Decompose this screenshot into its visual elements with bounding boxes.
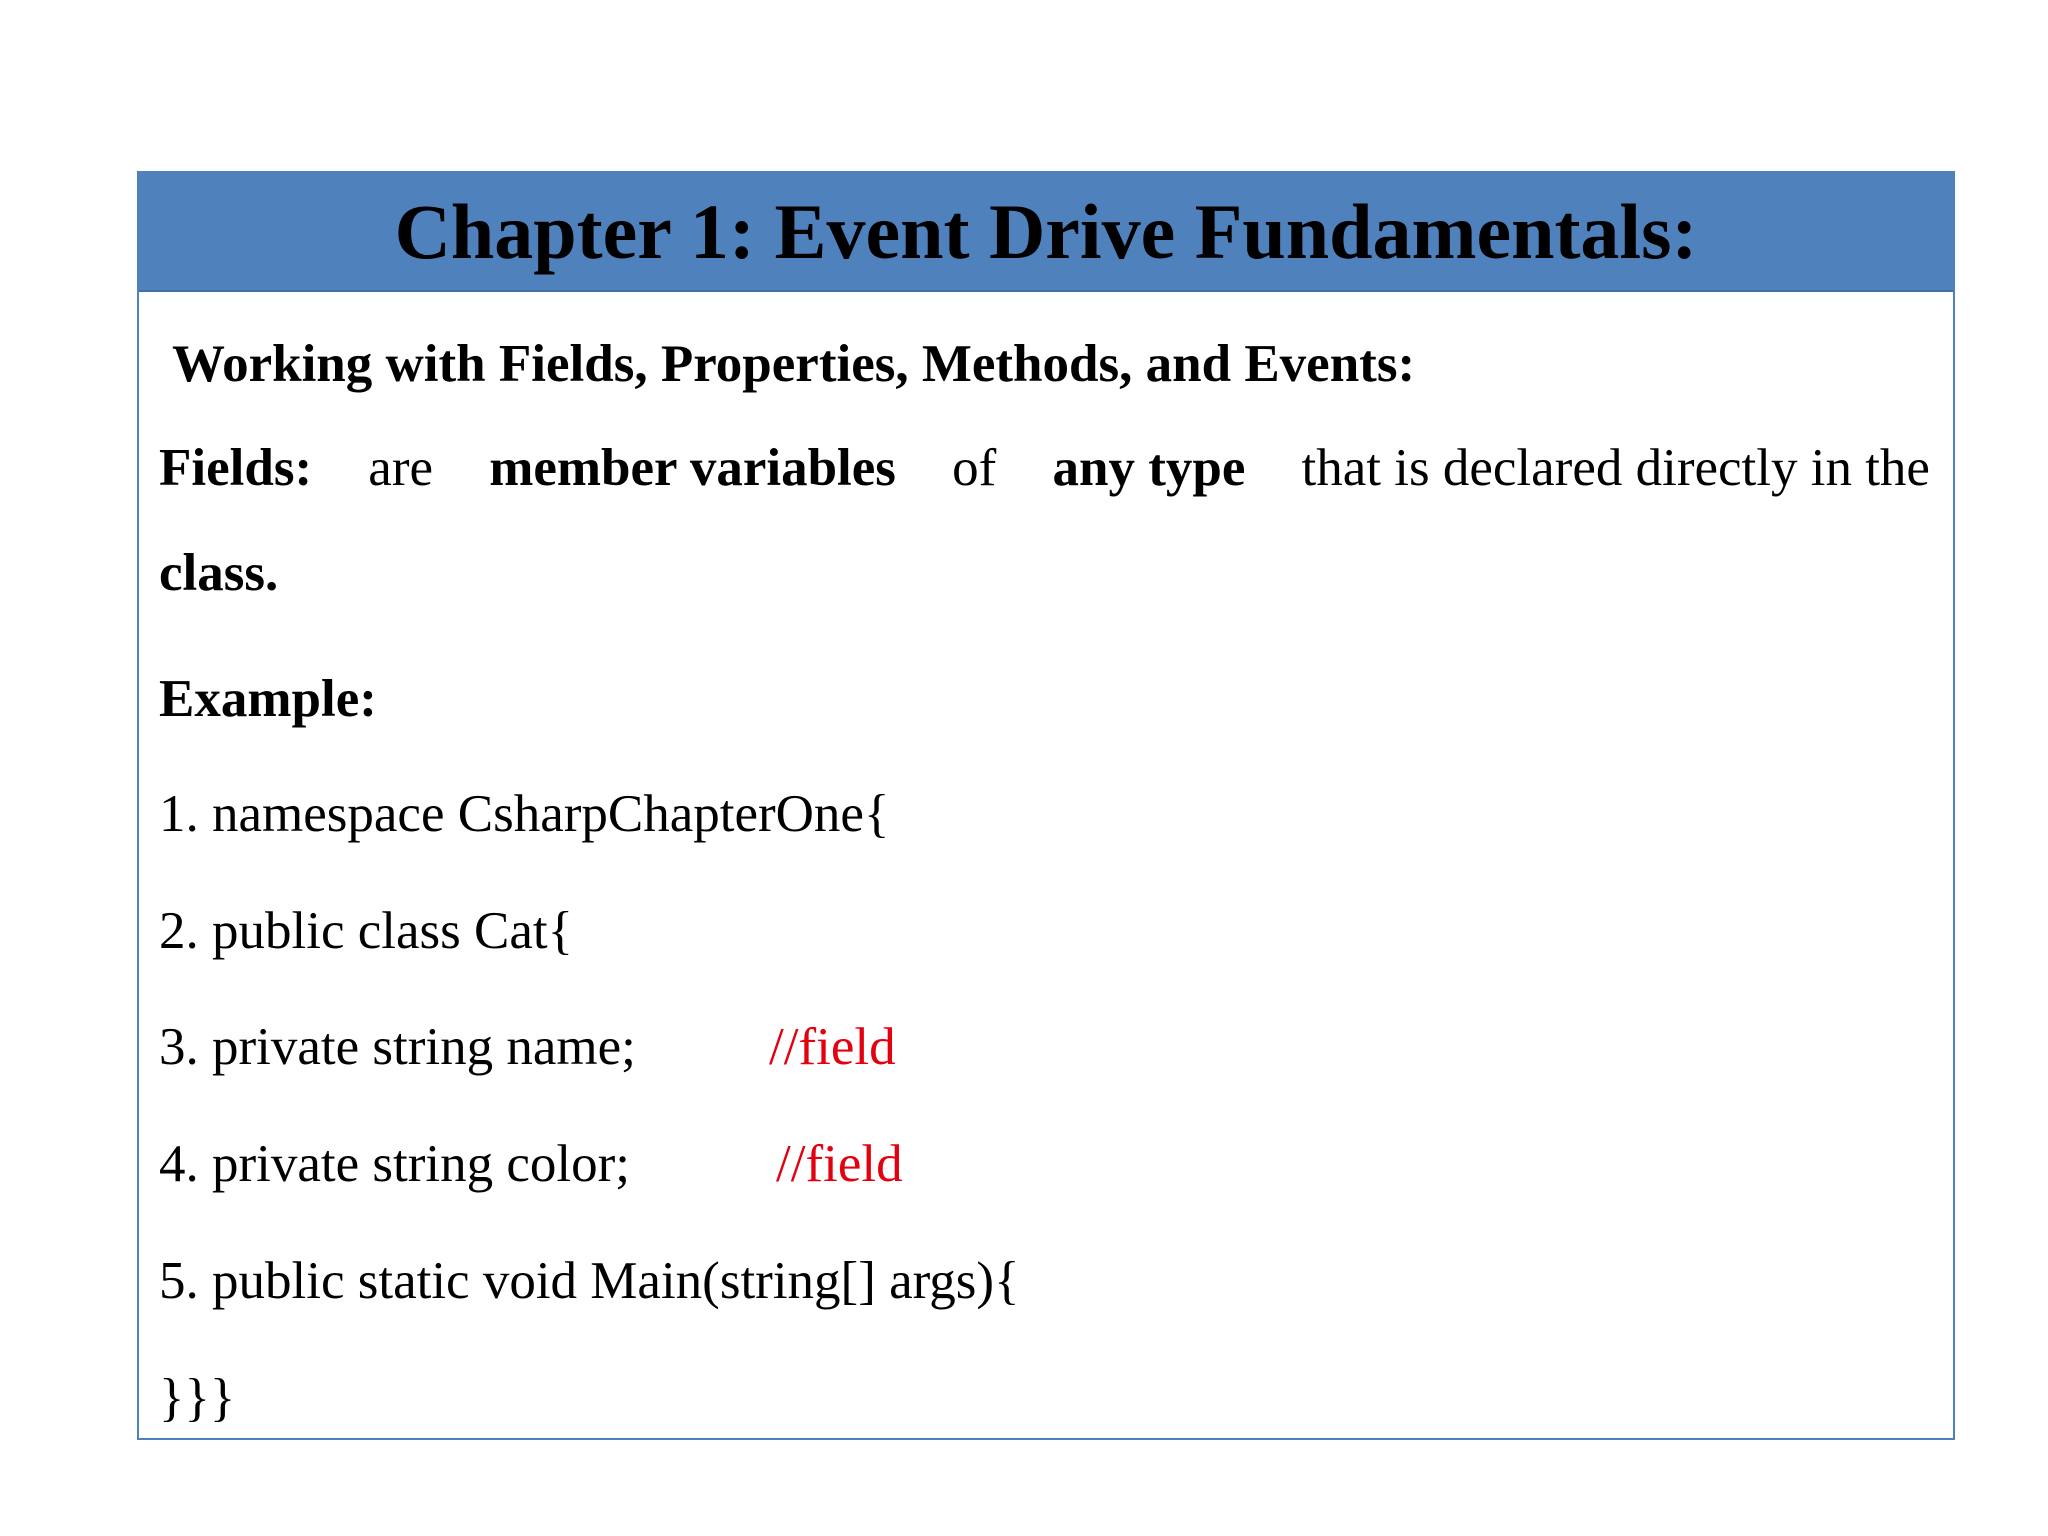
code-text: 3. private string name; bbox=[159, 1018, 636, 1076]
code-text: 5. public static void Main(string[] args){ bbox=[159, 1252, 1020, 1310]
term-member-variables: member variables bbox=[489, 439, 896, 497]
code-text: 4. private string color; bbox=[159, 1135, 630, 1193]
fields-definition-paragraph bbox=[159, 439, 1930, 602]
code-text: 2. public class Cat{ bbox=[159, 902, 574, 960]
definition-word: are bbox=[368, 439, 433, 497]
definition-tail: that is declared directly in the bbox=[1301, 439, 1930, 497]
code-line-2 bbox=[159, 902, 574, 960]
slide-title: Chapter 1: Event Drive Fundamentals: bbox=[394, 187, 1698, 275]
code-comment: //field bbox=[769, 1018, 896, 1076]
term-any-type: any type bbox=[1052, 439, 1246, 497]
code-text: }}} bbox=[159, 1369, 236, 1427]
code-line-5 bbox=[159, 1252, 1020, 1310]
code-line-6 bbox=[159, 1369, 236, 1427]
term-fields: Fields: bbox=[159, 439, 313, 497]
code-line-1 bbox=[159, 785, 890, 843]
fields-definition-continuation: class. bbox=[159, 544, 279, 602]
code-line-3 bbox=[159, 1018, 896, 1076]
example-label: Example: bbox=[159, 670, 377, 728]
fields-definition-line bbox=[159, 439, 1930, 497]
slide-frame bbox=[137, 171, 1955, 1440]
code-line-4 bbox=[159, 1135, 903, 1193]
code-text: 1. namespace CsharpChapterOne{ bbox=[159, 785, 890, 843]
code-comment: //field bbox=[776, 1135, 903, 1193]
title-bar bbox=[139, 173, 1953, 292]
section-subheading: Working with Fields, Properties, Methods, and Events: bbox=[172, 335, 1416, 393]
definition-word: of bbox=[952, 439, 997, 497]
